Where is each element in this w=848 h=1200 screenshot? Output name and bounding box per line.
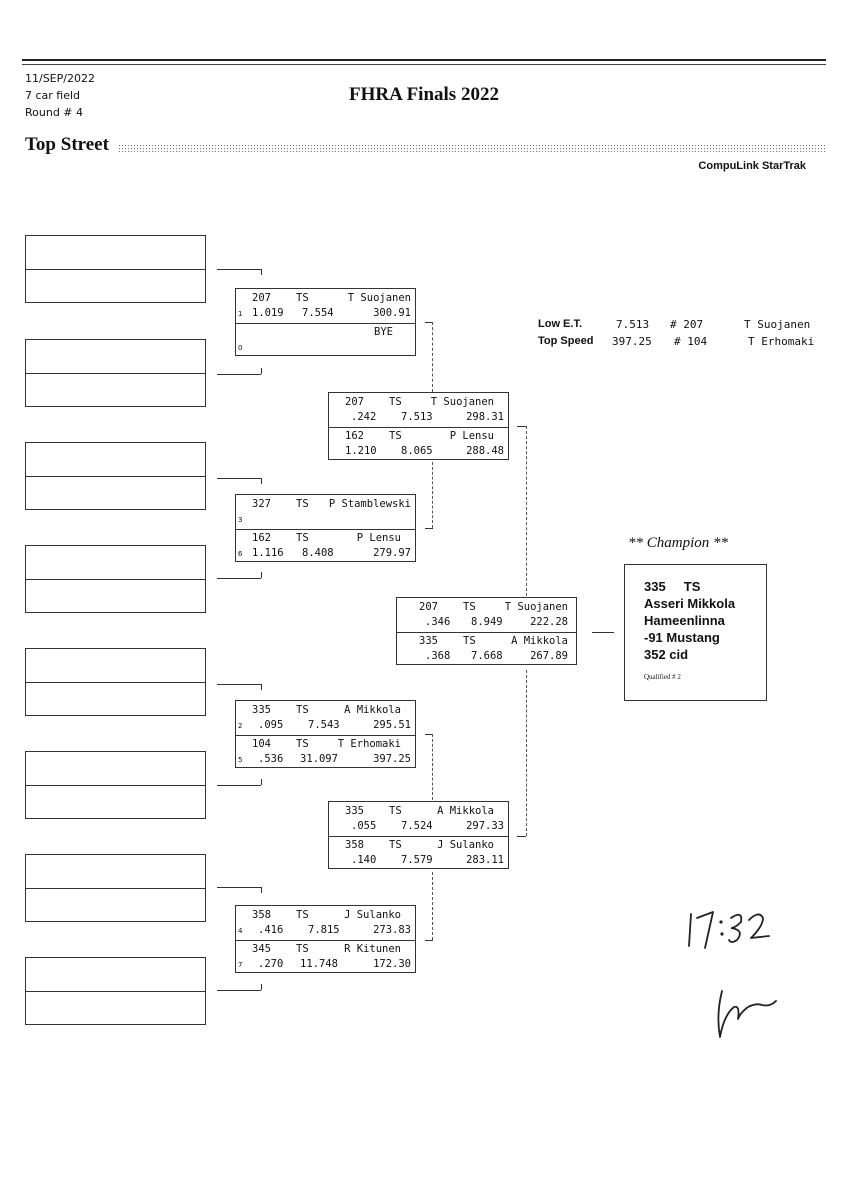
car-number: 162 [345,430,364,442]
ladder-entry-box [25,545,206,613]
lane-top [397,598,576,632]
reaction-time: .095 [258,719,284,731]
lane-top [329,393,508,427]
car-class: TS [463,635,476,647]
driver-name: T Suojanen [347,292,411,304]
connector-line [217,785,261,786]
elapsed-time: 7.554 [302,307,334,319]
car-number: 358 [252,909,271,921]
elapsed-time: 31.097 [300,753,338,765]
speed: 298.31 [466,411,504,423]
header-rule [22,59,826,61]
round-number: Round # 4 [25,106,84,119]
car-class: TS [389,430,402,442]
driver-name: T Suojanen [430,396,494,408]
reaction-time: .536 [258,753,284,765]
car-class: TS [463,601,476,613]
top-speed-car: # 104 [674,335,708,348]
champion-car: -91 Mustang [644,630,720,645]
ladder-entry-box [25,648,206,716]
elapsed-time: 7.543 [308,719,340,731]
connector-line [261,572,262,578]
speed: 273.83 [373,924,411,936]
lane-bottom [236,735,415,770]
reaction-time: 1.019 [252,307,284,319]
car-number: 207 [419,601,438,613]
car-class: TS [296,738,309,750]
champion-name: Asseri Mikkola [644,596,736,611]
lane-bottom [236,323,415,358]
reaction-time: 1.210 [345,445,377,457]
connector-line [217,578,261,579]
seed-number: 3 [238,516,243,524]
champion-heading: ** Champion ** [628,535,729,551]
connector-line [526,426,527,596]
ladder-entry-box [25,957,206,1025]
car-number: 207 [345,396,364,408]
dotted-rule [118,144,825,154]
speed: 297.33 [466,820,504,832]
ladder-entry-box [25,442,206,510]
lane-top [236,289,415,323]
reaction-time: .368 [425,650,451,662]
car-class: TS [389,839,402,851]
driver-name: P Lensu [449,430,494,442]
elapsed-time: 8.949 [471,616,503,628]
car-class: TS [389,805,402,817]
ladder-entry-box [25,339,206,407]
lane-bottom [329,427,508,462]
reaction-time: .416 [258,924,284,936]
car-class: TS [296,498,309,510]
lane-top [236,495,415,529]
connector-line [261,269,262,275]
connector-line [261,368,262,374]
car-number: 207 [252,292,271,304]
seed-number: 0 [238,344,243,352]
seed-number: 5 [238,756,243,764]
top-speed-label: Top Speed [538,335,594,347]
lane-top [329,802,508,836]
ladder-entry-box [25,751,206,819]
champion-box [624,564,767,701]
connector-line [526,670,527,836]
connector-line [517,426,526,427]
connector-line [261,684,262,690]
connector-line [592,632,614,633]
elapsed-time: 7.513 [401,411,433,423]
driver-name: T Suojanen [504,601,568,613]
connector-line [217,374,261,375]
connector-line [432,872,433,940]
connector-line [432,734,433,800]
car-number: 335 [252,704,271,716]
elapsed-time: 11.748 [300,958,338,970]
connector-line [261,779,262,785]
speed: 295.51 [373,719,411,731]
header-rule-thin [22,64,826,65]
low-et-value: 7.513 [616,318,650,331]
driver-name: R Kitunen [344,943,401,955]
driver-name: J Sulanko [344,909,401,921]
car-number: 162 [252,532,271,544]
speed: 279.97 [373,547,411,559]
lane-bottom [397,632,576,667]
champion-engine: 352 cid [644,647,689,662]
reaction-time: .346 [425,616,451,628]
matchup-round1-4 [235,905,416,973]
matchup-round1-2 [235,494,416,562]
connector-line [261,984,262,990]
brand-label: CompuLink StarTrak [698,160,806,172]
low-et-driver: T Suojanen [744,318,811,331]
driver-name: P Lensu [356,532,401,544]
connector-line [261,887,262,893]
connector-line [217,478,261,479]
champion-qualified: Qualified # 2 [644,673,681,681]
lane-bottom [236,529,415,564]
seed-number: 6 [238,550,243,558]
low-et-label: Low E.T. [538,318,582,330]
lane-top [236,701,415,735]
ladder-entry-box [25,854,206,922]
speed: 288.48 [466,445,504,457]
connector-line [217,269,261,270]
car-class: TS [296,943,309,955]
elapsed-time: 7.815 [308,924,340,936]
elapsed-time: 8.065 [401,445,433,457]
champion-car-class: 335 TS [644,579,701,594]
speed: 300.91 [373,307,411,319]
event-date: 11/SEP/2022 [25,72,95,85]
connector-line [217,990,261,991]
handwritten-initials [700,985,790,1055]
elapsed-time: 7.668 [471,650,503,662]
car-class: TS [389,396,402,408]
driver-name: T Erhomaki [337,738,401,750]
lane-bottom [236,940,415,975]
car-class: TS [296,909,309,921]
matchup-round1-3 [235,700,416,768]
car-number: 345 [252,943,271,955]
connector-line [432,322,433,392]
speed: 267.89 [530,650,568,662]
top-speed-driver: T Erhomaki [748,335,815,348]
elapsed-time: 7.524 [401,820,433,832]
lane-top [236,906,415,940]
reaction-time: .242 [351,411,377,423]
seed-number: 7 [238,961,243,969]
speed: 222.28 [530,616,568,628]
field-size: 7 car field [25,89,81,102]
connector-line [432,462,433,528]
speed: 397.25 [373,753,411,765]
connector-line [217,887,261,888]
driver-name: BYE [374,326,393,338]
ladder-entry-box [25,235,206,303]
class-title: Top Street [25,134,109,155]
event-title: FHRA Finals 2022 [349,84,499,105]
driver-name: A Mikkola [511,635,568,647]
connector-line [425,528,433,529]
connector-line [425,940,433,941]
car-number: 335 [419,635,438,647]
matchup-round2-1 [328,392,509,460]
driver-name: J Sulanko [437,839,494,851]
connector-line [217,684,261,685]
driver-name: P Stamblewski [328,498,411,510]
seed-number: 4 [238,927,243,935]
matchup-final [396,597,577,665]
driver-name: A Mikkola [344,704,401,716]
car-number: 327 [252,498,271,510]
matchup-round1-1 [235,288,416,356]
speed: 172.30 [373,958,411,970]
car-number: 335 [345,805,364,817]
matchup-round2-2 [328,801,509,869]
car-class: TS [296,704,309,716]
connector-line [517,836,526,837]
car-class: TS [296,292,309,304]
car-number: 358 [345,839,364,851]
reaction-time: .270 [258,958,284,970]
seed-number: 1 [238,310,243,318]
speed: 283.11 [466,854,504,866]
reaction-time: 1.116 [252,547,284,559]
lane-bottom [329,836,508,871]
elapsed-time: 7.579 [401,854,433,866]
driver-name: A Mikkola [437,805,494,817]
car-class: TS [296,532,309,544]
car-number: 104 [252,738,271,750]
reaction-time: .140 [351,854,377,866]
reaction-time: .055 [351,820,377,832]
connector-line [261,478,262,484]
low-et-car: # 207 [670,318,704,331]
champion-town: Hameenlinna [644,613,725,628]
elapsed-time: 8.408 [302,547,334,559]
seed-number: 2 [238,722,243,730]
top-speed-value: 397.25 [612,335,652,348]
